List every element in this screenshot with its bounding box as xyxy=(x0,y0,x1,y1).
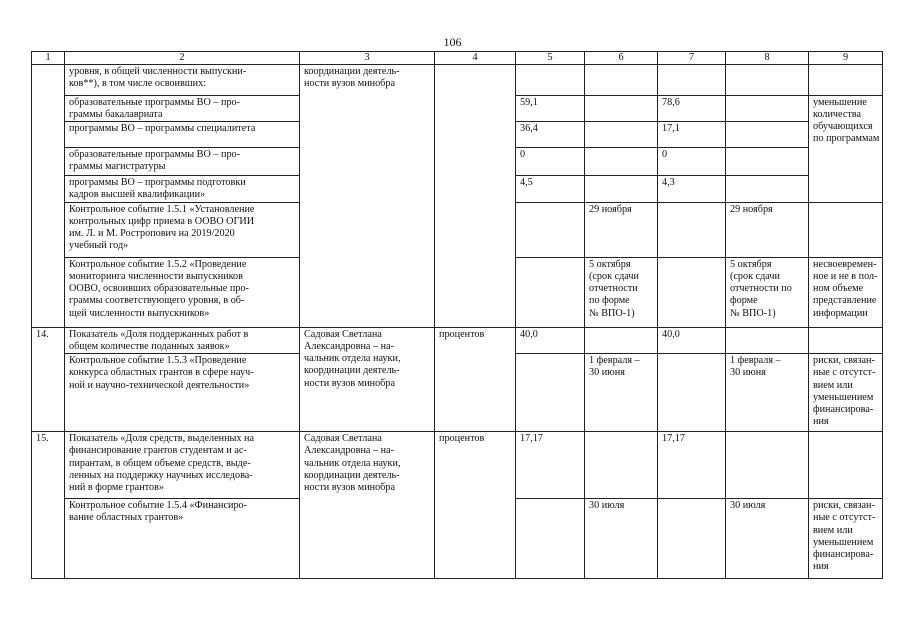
date-cell xyxy=(726,176,809,203)
row-number-cell: 14. xyxy=(32,328,65,432)
risk-cell: риски, связан- ные с отсутст- вием или уменьшением финансирова- ния xyxy=(809,499,883,579)
measure-name-cell: образовательные программы ВО – про- граммы магистратуры xyxy=(65,148,300,176)
date-cell: 5 октября (срок сдачи отчетности по форме № ВПО-1) xyxy=(585,258,658,328)
risk-cell: риски, связан- ные с отсутст- вием или уменьшением финансирова- ния xyxy=(809,354,883,432)
date-cell xyxy=(585,432,658,499)
date-cell xyxy=(726,148,809,176)
row-number-cell xyxy=(32,65,65,328)
value-cell: 78,6 xyxy=(658,96,726,122)
measure-name-cell: образовательные программы ВО – про- граммы бакалавриата xyxy=(65,96,300,122)
value-cell: 17,17 xyxy=(516,432,585,499)
unit-cell xyxy=(435,65,516,328)
date-cell xyxy=(585,122,658,148)
column-number-row xyxy=(32,52,883,65)
date-cell: 29 ноября xyxy=(726,203,809,258)
value-cell xyxy=(516,258,585,328)
date-cell: 5 октября (срок сдачи отчетности по форме № ВПО-1) xyxy=(726,258,809,328)
column-header: 6 xyxy=(585,52,658,65)
value-cell xyxy=(516,203,585,258)
row-number-cell: 15. xyxy=(32,432,65,579)
measure-name-cell: программы ВО – программы подготовки кадров высшей квалификации» xyxy=(65,176,300,203)
risk-cell: уменьшение количества обучающихся по программам xyxy=(809,96,883,203)
value-cell xyxy=(516,65,585,96)
date-cell: 29 ноября xyxy=(585,203,658,258)
date-cell xyxy=(585,96,658,122)
date-cell: 30 июля xyxy=(726,499,809,579)
value-cell xyxy=(658,65,726,96)
measure-name-cell: Контрольное событие 1.5.2 «Проведение мониторинга численности выпускников ООВО, освоивших образовательные про- граммы соответствующего уровня, в об- щей численности выпускников» xyxy=(65,258,300,328)
table-row xyxy=(32,65,883,96)
unit-cell: процентов xyxy=(435,328,516,432)
value-cell: 4,5 xyxy=(516,176,585,203)
responsible-cell: Садовая Светлана Александровна – на- чальник отдела науки, координации деятель- ности вузов минобра xyxy=(300,328,435,432)
column-header: 5 xyxy=(516,52,585,65)
value-cell: 0 xyxy=(658,148,726,176)
value-cell: 36,4 xyxy=(516,122,585,148)
value-cell: 17,17 xyxy=(658,432,726,499)
unit-cell: процентов xyxy=(435,432,516,579)
risk-cell: несвоевремен- ное и не в пол- ном объеме представление информации xyxy=(809,258,883,328)
risk-cell xyxy=(809,432,883,499)
column-header: 4 xyxy=(435,52,516,65)
date-cell xyxy=(726,122,809,148)
table-row xyxy=(32,432,883,499)
value-cell: 17,1 xyxy=(658,122,726,148)
measure-name-cell: Контрольное событие 1.5.4 «Финансиро- вание областных грантов» xyxy=(65,499,300,579)
date-cell xyxy=(585,328,658,354)
risk-cell xyxy=(809,328,883,354)
risk-cell xyxy=(809,65,883,96)
risk-cell xyxy=(809,203,883,258)
measure-name-cell: Контрольное событие 1.5.3 «Проведение конкурса областных грантов в сфере науч- ной и научно-технической деятельности» xyxy=(65,354,300,432)
column-header: 7 xyxy=(658,52,726,65)
value-cell: 59,1 xyxy=(516,96,585,122)
date-cell xyxy=(585,176,658,203)
date-cell xyxy=(726,328,809,354)
value-cell xyxy=(658,499,726,579)
page-number: 106 xyxy=(443,35,462,49)
measure-name-cell: Контрольное событие 1.5.1 «Установление контрольных цифр приема в ООВО ОГИИ им. Л. и М. Ростропович на 2019/2020 учебный год» xyxy=(65,203,300,258)
column-header: 9 xyxy=(809,52,883,65)
column-header: 2 xyxy=(65,52,300,65)
date-cell: 1 февраля – 30 июня xyxy=(726,354,809,432)
column-header: 3 xyxy=(300,52,435,65)
measure-name-cell: уровня, в общей численности выпускни- ков**), в том числе освоивших: xyxy=(65,65,300,96)
date-cell xyxy=(585,65,658,96)
table-row xyxy=(32,328,883,354)
measures-table xyxy=(31,51,883,579)
value-cell xyxy=(658,203,726,258)
date-cell xyxy=(726,432,809,499)
value-cell xyxy=(658,354,726,432)
date-cell xyxy=(726,65,809,96)
column-header: 8 xyxy=(726,52,809,65)
date-cell xyxy=(726,96,809,122)
responsible-cell: Садовая Светлана Александровна – на- чальник отдела науки, координации деятель- ности вузов минобра xyxy=(300,432,435,579)
date-cell: 1 февраля – 30 июня xyxy=(585,354,658,432)
measure-name-cell: Показатель «Доля средств, выделенных на финансирование грантов студентам и ас- пирантам, в общем объеме средств, выде- ленных на поддержку научных исследова- ний в форме грантов» xyxy=(65,432,300,499)
value-cell: 0 xyxy=(516,148,585,176)
date-cell xyxy=(585,148,658,176)
date-cell: 30 июля xyxy=(585,499,658,579)
responsible-cell: координации деятель- ности вузов минобра xyxy=(300,65,435,328)
column-header: 1 xyxy=(32,52,65,65)
value-cell xyxy=(516,499,585,579)
value-cell: 40,0 xyxy=(516,328,585,354)
value-cell: 4,3 xyxy=(658,176,726,203)
value-cell: 40,0 xyxy=(658,328,726,354)
value-cell xyxy=(658,258,726,328)
measure-name-cell: Показатель «Доля поддержанных работ в общем количестве поданных заявок» xyxy=(65,328,300,354)
value-cell xyxy=(516,354,585,432)
measure-name-cell: программы ВО – программы специалитета xyxy=(65,122,300,148)
